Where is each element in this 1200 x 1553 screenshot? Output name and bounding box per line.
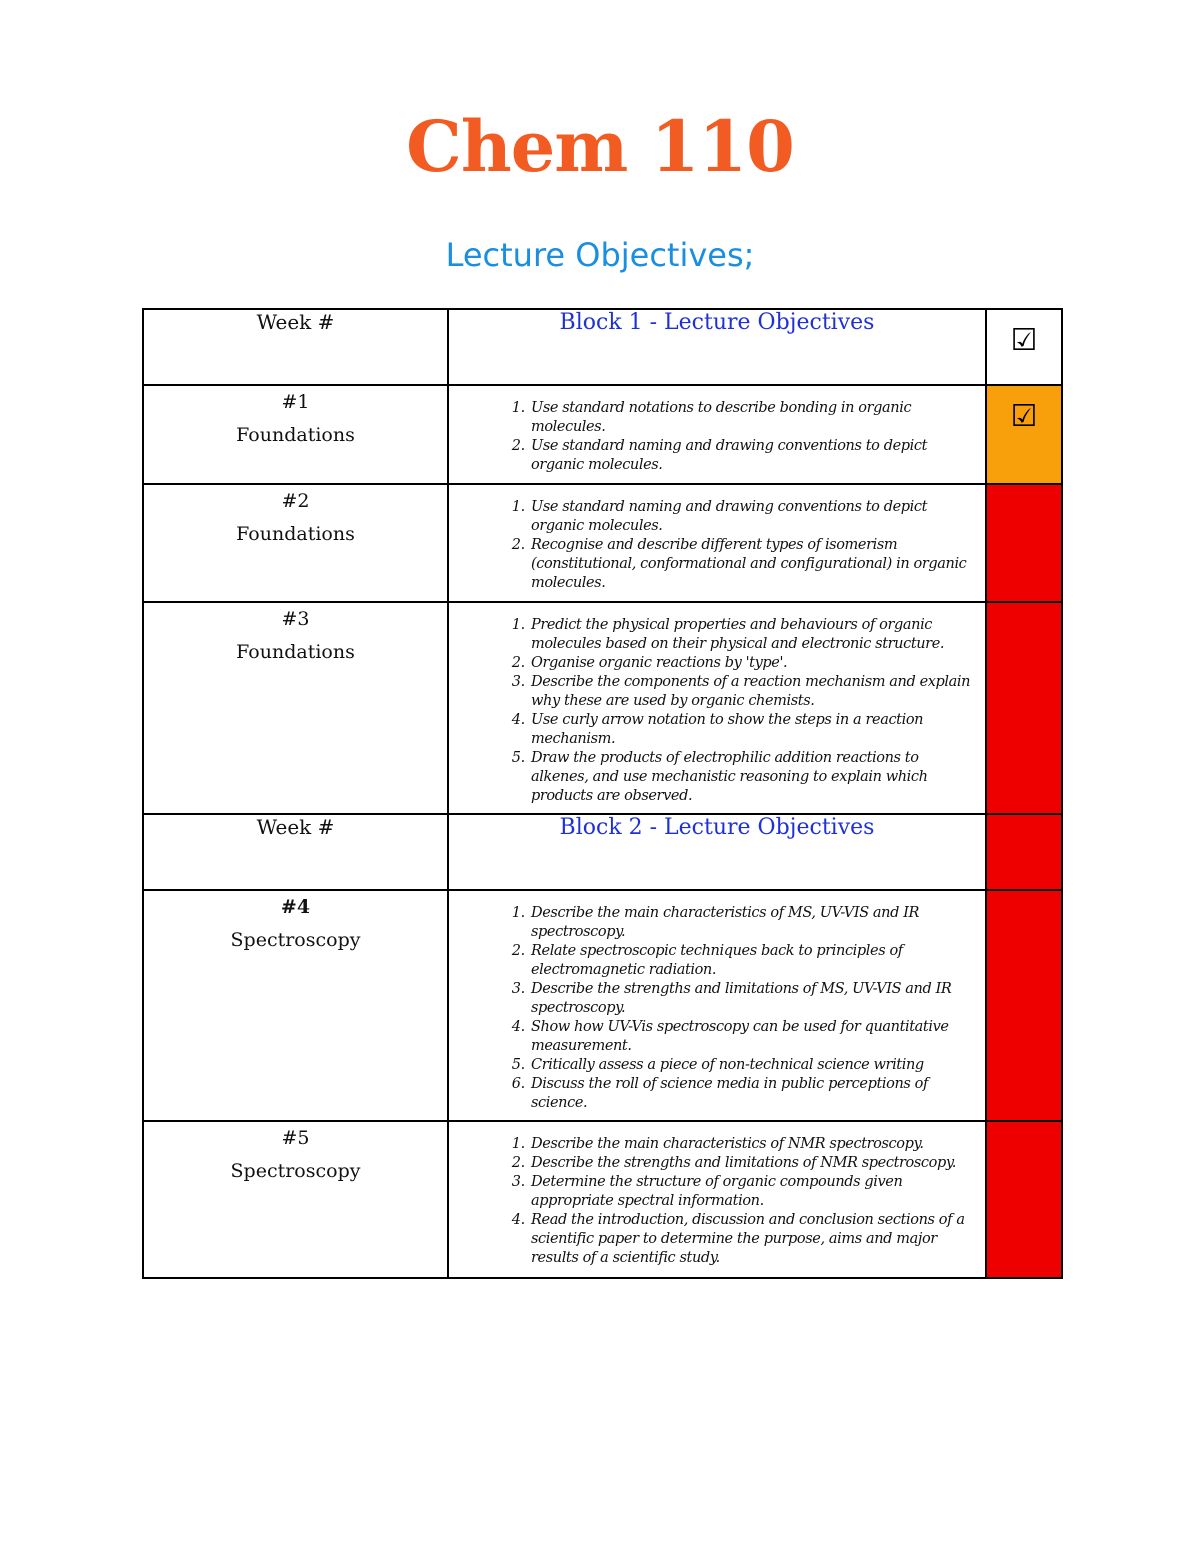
objectives-list [449, 1122, 985, 1274]
objective-item: 2. Use standard naming and drawing conventions to depict organic molecules. [529, 437, 977, 475]
week-topic: Spectroscopy [230, 929, 361, 951]
objective-item: 2. Organise organic reactions by 'type'. [529, 654, 977, 673]
week-row [143, 602, 1062, 814]
week-topic: Spectroscopy [230, 1160, 361, 1182]
objective-item: 3. Describe the strengths and limitations of MS, UV-VIS and IR spectroscopy. [529, 980, 977, 1018]
status-cell[interactable] [986, 890, 1062, 1121]
objectives-cell [448, 890, 986, 1121]
objectives-cell [448, 484, 986, 602]
week-cell [143, 602, 448, 814]
objectives-list [449, 891, 985, 1119]
objective-item: 1. Use standard naming and drawing conventions to depict organic molecules. [529, 498, 977, 536]
status-cell[interactable] [986, 385, 1062, 484]
objectives-list [449, 386, 985, 481]
week-number: #3 [281, 608, 310, 630]
page-subtitle: Lecture Objectives; [445, 236, 755, 274]
block-title: Block 1 - Lecture Objectives [448, 309, 986, 385]
objective-item: 2. Recognise and describe different types of isomerism (constitutional, conformational and configurational) in organic molecules. [529, 536, 977, 593]
block-header-row [143, 309, 1062, 385]
week-number: #2 [281, 490, 310, 512]
week-topic: Foundations [236, 424, 355, 446]
objective-item: 3. Determine the structure of organic compounds given appropriate spectral information. [529, 1173, 977, 1211]
week-cell [143, 484, 448, 602]
week-header: Week # [143, 309, 448, 385]
block-title: Block 2 - Lecture Objectives [448, 814, 986, 890]
checkbox-checked-icon: ☑ [1010, 399, 1038, 434]
objectives-cell [448, 602, 986, 814]
week-number: #1 [281, 391, 310, 413]
page-title: Chem 110 [406, 105, 794, 188]
status-cell[interactable] [986, 1121, 1062, 1278]
objective-item: 5. Critically assess a piece of non-technical science writing [529, 1056, 977, 1075]
objective-item: 1. Describe the main characteristics of NMR spectroscopy. [529, 1135, 977, 1154]
week-row [143, 1121, 1062, 1278]
status-cell[interactable] [986, 602, 1062, 814]
week-cell [143, 385, 448, 484]
objectives-list [449, 603, 985, 812]
week-number: #4 [280, 896, 311, 918]
week-cell [143, 1121, 448, 1278]
week-number: #5 [281, 1127, 310, 1149]
objective-item: 1. Describe the main characteristics of MS, UV-VIS and IR spectroscopy. [529, 904, 977, 942]
checkbox-checked-icon: ☑ [1010, 323, 1038, 358]
block-header-row [143, 814, 1062, 890]
status-cell[interactable] [986, 309, 1062, 385]
status-cell[interactable] [986, 484, 1062, 602]
objective-item: 3. Describe the components of a reaction mechanism and explain why these are used by organic chemists. [529, 673, 977, 711]
objective-item: 6. Discuss the roll of science media in public perceptions of science. [529, 1075, 977, 1113]
objective-item: 4. Read the introduction, discussion and conclusion sections of a scientific paper to determine the purpose, aims and major results of a scientific study. [529, 1211, 977, 1268]
objective-item: 4. Show how UV-Vis spectroscopy can be used for quantitative measurement. [529, 1018, 977, 1056]
objectives-cell [448, 385, 986, 484]
objective-item: 2. Relate spectroscopic techniques back to principles of electromagnetic radiation. [529, 942, 977, 980]
objectives-list [449, 485, 985, 599]
objective-item: 1. Use standard notations to describe bonding in organic molecules. [529, 399, 977, 437]
objective-item: 4. Use curly arrow notation to show the steps in a reaction mechanism. [529, 711, 977, 749]
week-topic: Foundations [236, 523, 355, 545]
week-cell [143, 890, 448, 1121]
objective-item: 2. Describe the strengths and limitations of NMR spectroscopy. [529, 1154, 977, 1173]
objective-item: 1. Predict the physical properties and behaviours of organic molecules based on their physical and electronic structure. [529, 616, 977, 654]
week-header: Week # [143, 814, 448, 890]
objective-item: 5. Draw the products of electrophilic addition reactions to alkenes, and use mechanistic reasoning to explain which products are observed. [529, 749, 977, 806]
status-cell[interactable] [986, 814, 1062, 890]
objectives-table [142, 308, 1063, 1279]
week-row [143, 484, 1062, 602]
week-row [143, 385, 1062, 484]
week-row [143, 890, 1062, 1121]
week-topic: Foundations [236, 641, 355, 663]
objectives-cell [448, 1121, 986, 1278]
